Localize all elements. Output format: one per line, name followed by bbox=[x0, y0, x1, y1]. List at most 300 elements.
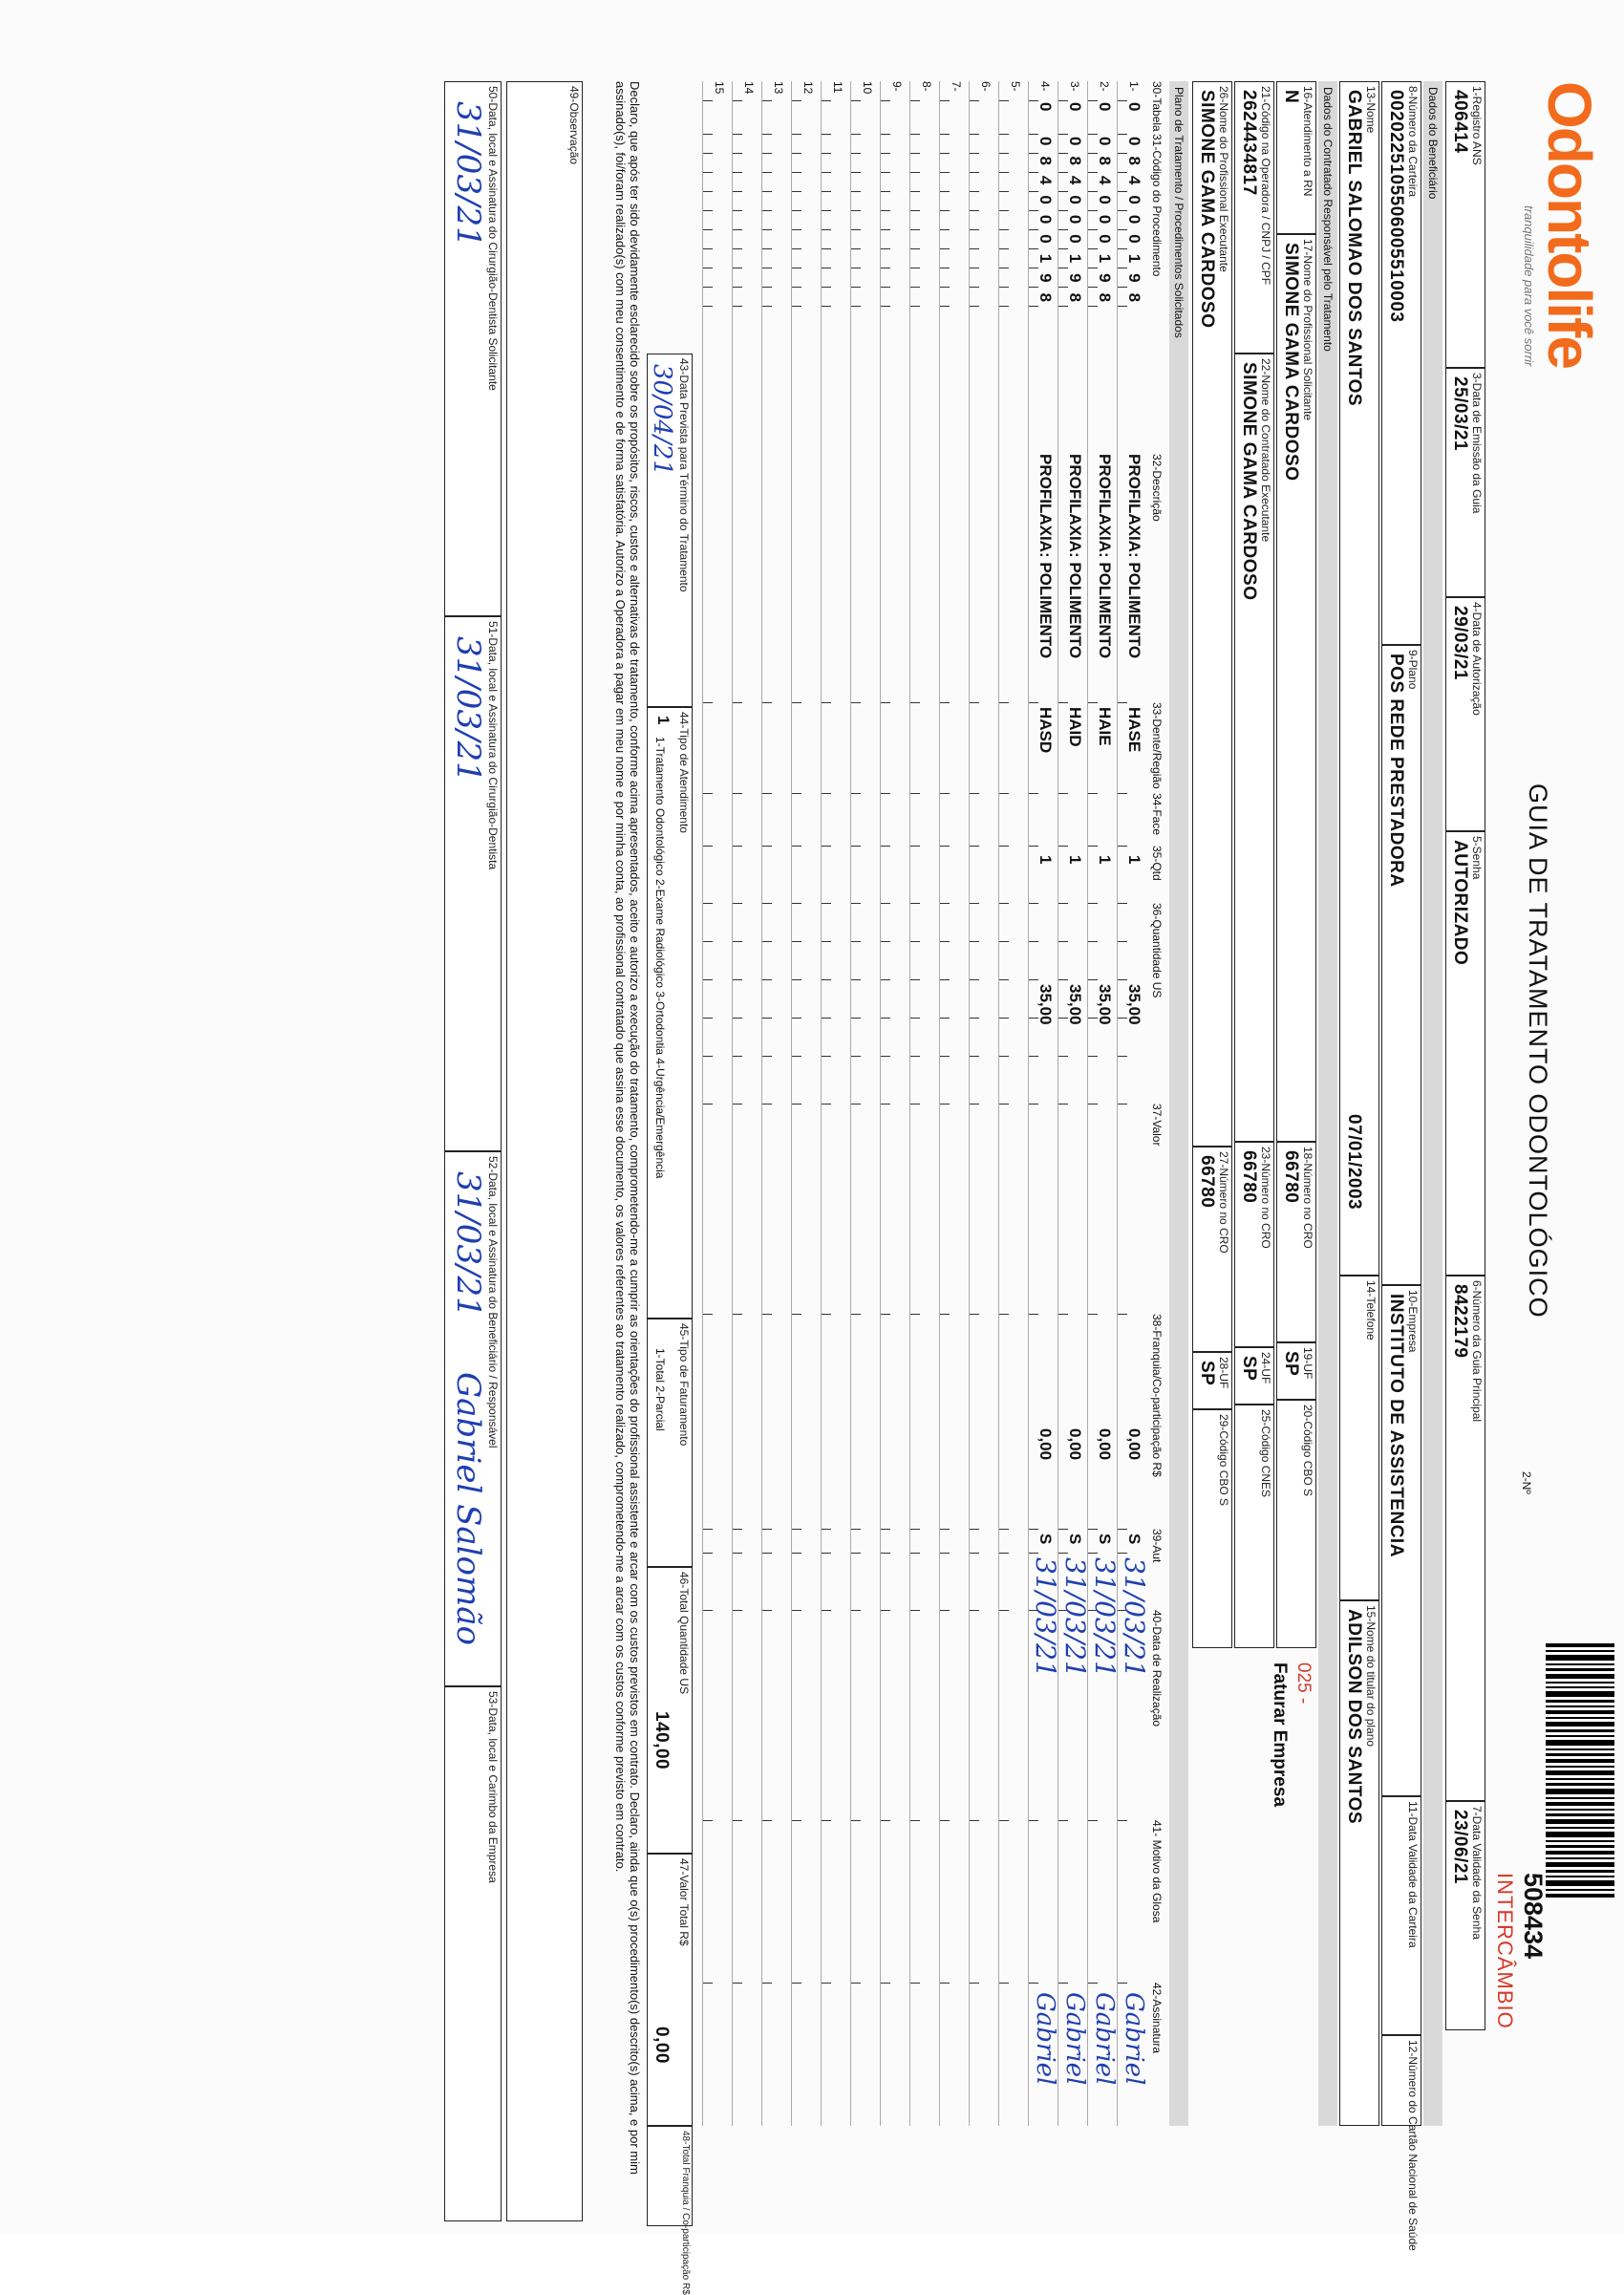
entry-box-tick bbox=[940, 1610, 950, 1611]
entry-box-tick bbox=[970, 172, 979, 173]
entry-box-tick bbox=[1029, 702, 1038, 703]
entry-box-tick bbox=[851, 1104, 861, 1105]
cell-qtd: 1 bbox=[1096, 855, 1114, 865]
entry-box-tick bbox=[970, 903, 979, 904]
entry-box-tick bbox=[999, 100, 1009, 101]
entry-box-tick bbox=[970, 702, 979, 703]
field-uf-24: 24-UF SP bbox=[1234, 1347, 1274, 1405]
barcode-bar bbox=[1546, 1717, 1614, 1719]
cell-quantidade-us: 35,00 bbox=[1066, 984, 1084, 1025]
entry-box-tick bbox=[1029, 134, 1038, 135]
entry-box-tick bbox=[940, 979, 950, 980]
entry-box-tick bbox=[733, 1056, 742, 1057]
barcode-bar bbox=[1546, 1643, 1614, 1647]
entry-box-tick bbox=[762, 153, 772, 154]
entry-box-tick bbox=[733, 702, 742, 703]
entry-box-tick bbox=[881, 1529, 890, 1530]
entry-box-tick bbox=[762, 1314, 772, 1315]
entry-box-tick bbox=[1088, 100, 1098, 101]
field-nome-titular: 15-Nome do titular do plano ADILSON DOS SANTOS bbox=[1339, 1600, 1379, 2126]
table-row bbox=[998, 81, 1028, 2126]
field-total-franquia: 48-Total Franquia / Co-participação R$ bbox=[647, 2126, 693, 2226]
entry-box-tick bbox=[999, 306, 1009, 307]
entry-box-tick bbox=[1118, 702, 1127, 703]
barcode-bar bbox=[1546, 1894, 1614, 1898]
barcode-bar bbox=[1546, 1840, 1614, 1842]
column-header: 38-Franquia/Co-participação R$ bbox=[1150, 1314, 1164, 1477]
row-number: 4- bbox=[1038, 81, 1052, 92]
barcode-bar bbox=[1546, 1691, 1614, 1697]
entry-box-tick bbox=[851, 1820, 861, 1821]
row-number: 14 bbox=[742, 81, 756, 95]
cell-aut: S bbox=[1066, 1534, 1084, 1545]
entry-box-tick bbox=[910, 100, 920, 101]
entry-box-tick bbox=[940, 1983, 950, 1984]
barcode-bar bbox=[1546, 1797, 1614, 1799]
entry-box-tick bbox=[762, 191, 772, 192]
barcode-bar bbox=[1546, 1740, 1614, 1746]
entry-box-tick bbox=[851, 172, 861, 173]
entry-box-tick bbox=[881, 248, 890, 249]
cell-tabela: 0 bbox=[1036, 102, 1055, 112]
entry-box-tick bbox=[881, 793, 890, 794]
entry-box-tick bbox=[881, 306, 890, 307]
row-number: 5- bbox=[1009, 81, 1022, 92]
entry-box-tick bbox=[940, 1104, 950, 1105]
table-row bbox=[1058, 81, 1091, 2126]
barcode-bar bbox=[1546, 1753, 1614, 1756]
entry-box-tick bbox=[970, 191, 979, 192]
entry-box-tick bbox=[822, 210, 831, 211]
entry-box-tick bbox=[733, 1529, 742, 1530]
entry-box-tick bbox=[703, 1529, 713, 1530]
entry-box-tick bbox=[703, 210, 713, 211]
entry-box-tick bbox=[703, 1983, 713, 1984]
entry-box-tick bbox=[1088, 1056, 1098, 1057]
form-title: GUIA DE TRATAMENTO ODONTOLÓGICO bbox=[1524, 783, 1552, 1319]
entry-box-tick bbox=[1088, 1820, 1098, 1821]
entry-box-tick bbox=[881, 1314, 890, 1315]
entry-box-tick bbox=[881, 1018, 890, 1019]
table-row bbox=[791, 81, 821, 2126]
entry-box-tick bbox=[881, 846, 890, 847]
entry-box-tick bbox=[881, 287, 890, 288]
entry-box-tick bbox=[1088, 1983, 1098, 1984]
barcode-bar bbox=[1546, 1778, 1614, 1780]
entry-box-tick bbox=[792, 903, 801, 904]
cell-codigo: 084000198 bbox=[1066, 137, 1084, 313]
entry-box-tick bbox=[1118, 979, 1127, 980]
entry-box-tick bbox=[1088, 979, 1098, 980]
entry-box-tick bbox=[851, 846, 861, 847]
cell-aut: S bbox=[1036, 1534, 1055, 1545]
entry-box-tick bbox=[881, 1056, 890, 1057]
column-header: 30-Tabela bbox=[1150, 81, 1164, 132]
entry-box-tick bbox=[970, 1018, 979, 1019]
entry-box-tick bbox=[881, 210, 890, 211]
entry-box-tick bbox=[762, 248, 772, 249]
entry-box-tick bbox=[881, 134, 890, 135]
entry-box-tick bbox=[733, 1553, 742, 1554]
row-number: 10 bbox=[861, 81, 874, 95]
entry-box-tick bbox=[881, 702, 890, 703]
entry-box-tick bbox=[762, 1529, 772, 1530]
field-senha: 5-Senha AUTORIZADO bbox=[1445, 831, 1485, 1276]
entry-box-tick bbox=[822, 100, 831, 101]
entry-box-tick bbox=[733, 100, 742, 101]
entry-box-tick bbox=[910, 153, 920, 154]
table-row bbox=[880, 81, 909, 2126]
field-cartao-nacional: 12-Número do Cartão Nacional de Saúde bbox=[1381, 2035, 1421, 2126]
entry-box-tick bbox=[1118, 134, 1127, 135]
entry-box-tick bbox=[940, 1314, 950, 1315]
barcode-bar bbox=[1546, 1889, 1614, 1891]
entry-box-tick bbox=[1029, 1104, 1038, 1105]
entry-box-tick bbox=[703, 903, 713, 904]
table-row bbox=[969, 81, 998, 2126]
field-data-autorizacao: 4-Data de Autorização 29/03/21 bbox=[1445, 597, 1485, 831]
column-header: 42-Assinatura bbox=[1150, 1983, 1164, 2054]
entry-box-tick bbox=[792, 191, 801, 192]
entry-box-tick bbox=[703, 1820, 713, 1821]
entry-box-tick bbox=[703, 100, 713, 101]
entry-box-tick bbox=[851, 210, 861, 211]
entry-box-tick bbox=[792, 941, 801, 942]
entry-box-tick bbox=[1088, 702, 1098, 703]
entry-box-tick bbox=[910, 210, 920, 211]
entry-box-tick bbox=[999, 1553, 1009, 1554]
entry-box-tick bbox=[822, 1018, 831, 1019]
entry-box-tick bbox=[910, 248, 920, 249]
section-beneficiario: Dados do Beneficiário bbox=[1423, 81, 1442, 2126]
cell-assinatura: Gabriel bbox=[1090, 1992, 1119, 2086]
barcode-bar bbox=[1546, 1735, 1614, 1737]
row-number: 9- bbox=[890, 81, 904, 92]
entry-box-tick bbox=[733, 979, 742, 980]
entry-box-tick bbox=[851, 1056, 861, 1057]
entry-box-tick bbox=[851, 100, 861, 101]
entry-box-tick bbox=[733, 210, 742, 211]
entry-box-tick bbox=[792, 1529, 801, 1530]
barcode-bar bbox=[1546, 1748, 1614, 1750]
entry-box-tick bbox=[910, 1056, 920, 1057]
barcode-bar bbox=[1546, 1759, 1614, 1763]
row-number: 8- bbox=[920, 81, 933, 92]
table-row bbox=[909, 81, 939, 2126]
cell-codigo: 084000198 bbox=[1036, 137, 1055, 313]
entry-box-tick bbox=[1088, 134, 1098, 135]
entry-box-tick bbox=[851, 1610, 861, 1611]
entry-box-tick bbox=[1029, 1553, 1038, 1554]
entry-box-tick bbox=[970, 100, 979, 101]
entry-box-tick bbox=[822, 1553, 831, 1554]
field-nome: 13-Nome GABRIEL SALOMAO DOS SANTOS 07/01/2003 bbox=[1339, 81, 1379, 1276]
cell-tabela: 0 bbox=[1096, 102, 1114, 112]
barcode-bar bbox=[1546, 1674, 1614, 1679]
entry-box-tick bbox=[940, 191, 950, 192]
barcode-bar bbox=[1546, 1682, 1614, 1684]
table-row bbox=[702, 81, 732, 2126]
entry-box-tick bbox=[703, 134, 713, 135]
field-valor-total: 47-Valor Total R$ 0,00 bbox=[647, 1854, 693, 2126]
entry-box-tick bbox=[703, 941, 713, 942]
cell-descricao: PROFILAXIA: POLIMENTO bbox=[1066, 454, 1084, 659]
entry-box-tick bbox=[851, 153, 861, 154]
entry-box-tick bbox=[822, 1104, 831, 1105]
field-tipo-faturamento: 45-Tipo de Faturamento 1-Total 2-Parcial bbox=[647, 1319, 693, 1567]
entry-box-tick bbox=[940, 210, 950, 211]
entry-box-tick bbox=[851, 248, 861, 249]
entry-box-tick bbox=[881, 1553, 890, 1554]
entry-box-tick bbox=[792, 248, 801, 249]
entry-box-tick bbox=[733, 287, 742, 288]
entry-box-tick bbox=[940, 1056, 950, 1057]
barcode-bar bbox=[1546, 1700, 1614, 1703]
entry-box-tick bbox=[703, 1610, 713, 1611]
cell-quantidade-us: 35,00 bbox=[1036, 984, 1055, 1025]
entry-box-tick bbox=[733, 191, 742, 192]
field-tipo-atendimento: 44-Tipo de Atendimento 1 1-Tratamento Odontológico 2-Exame Radiológico 3-Ortodontia 4-Urgência/Emergência bbox=[647, 707, 693, 1319]
cell-qtd: 1 bbox=[1036, 855, 1055, 865]
field-codigo-operadora: 21-Código na Operadora / CNPJ / CPF 2624434817 bbox=[1234, 81, 1274, 354]
cell-dente-regiao: HASE bbox=[1125, 707, 1143, 753]
entry-box-tick bbox=[999, 793, 1009, 794]
field-cro-27: 27-Número no CRO 66780 bbox=[1192, 1147, 1232, 1352]
field-registro-ans: 1-Registro ANS 406414 bbox=[1445, 81, 1485, 368]
entry-box-tick bbox=[733, 846, 742, 847]
entry-box-tick bbox=[1058, 1553, 1068, 1554]
entry-box-tick bbox=[999, 153, 1009, 154]
entry-box-tick bbox=[910, 1553, 920, 1554]
column-header: 32-Descrição bbox=[1150, 454, 1164, 522]
entry-box-tick bbox=[910, 846, 920, 847]
cell-franquia: 0,00 bbox=[1096, 1428, 1114, 1461]
entry-box-tick bbox=[940, 248, 950, 249]
entry-box-tick bbox=[1058, 1314, 1068, 1315]
entry-box-tick bbox=[792, 979, 801, 980]
entry-box-tick bbox=[792, 210, 801, 211]
entry-box-tick bbox=[970, 153, 979, 154]
entry-box-tick bbox=[970, 1314, 979, 1315]
entry-box-tick bbox=[1118, 941, 1127, 942]
entry-box-tick bbox=[1118, 1983, 1127, 1984]
entry-box-tick bbox=[1118, 1529, 1127, 1530]
entry-box-tick bbox=[910, 941, 920, 942]
entry-box-tick bbox=[762, 702, 772, 703]
entry-box-tick bbox=[762, 287, 772, 288]
barcode-bar bbox=[1546, 1729, 1614, 1732]
cell-assinatura: Gabriel bbox=[1060, 1992, 1089, 2086]
entry-box-tick bbox=[762, 903, 772, 904]
entry-box-tick bbox=[1029, 100, 1038, 101]
entry-box-tick bbox=[762, 229, 772, 230]
entry-box-tick bbox=[970, 1610, 979, 1611]
field-cnes-25: 25-Código CNES bbox=[1234, 1405, 1274, 1648]
entry-box-tick bbox=[910, 793, 920, 794]
column-header: 34-Face bbox=[1150, 793, 1164, 836]
cell-tabela: 0 bbox=[1066, 102, 1084, 112]
cell-data-realizacao: 31/03/21 bbox=[1089, 1557, 1121, 1678]
entry-box-tick bbox=[762, 210, 772, 211]
entry-box-tick bbox=[703, 1104, 713, 1105]
entry-box-tick bbox=[970, 306, 979, 307]
entry-box-tick bbox=[733, 1104, 742, 1105]
field-validade-senha: 7-Data Validade da Senha 23/06/21 bbox=[1445, 1801, 1485, 2030]
entry-box-tick bbox=[851, 1314, 861, 1315]
entry-box-tick bbox=[940, 100, 950, 101]
entry-box-tick bbox=[1029, 1056, 1038, 1057]
entry-box-tick bbox=[1118, 100, 1127, 101]
entry-box-tick bbox=[940, 306, 950, 307]
entry-box-tick bbox=[1118, 793, 1127, 794]
entry-box-tick bbox=[999, 1056, 1009, 1057]
entry-box-tick bbox=[733, 903, 742, 904]
barcode-bar bbox=[1546, 1832, 1614, 1837]
entry-box-tick bbox=[999, 1314, 1009, 1315]
barcode-bar bbox=[1546, 1783, 1614, 1786]
entry-box-tick bbox=[822, 903, 831, 904]
entry-box-tick bbox=[970, 793, 979, 794]
entry-box-tick bbox=[822, 134, 831, 135]
barcode-bar bbox=[1546, 1722, 1614, 1727]
entry-box-tick bbox=[1088, 1529, 1098, 1530]
barcode-bar bbox=[1546, 1809, 1614, 1811]
entry-box-tick bbox=[762, 1983, 772, 1984]
entry-box-tick bbox=[881, 191, 890, 192]
entry-box-tick bbox=[910, 1529, 920, 1530]
cell-assinatura: Gabriel bbox=[1120, 1992, 1148, 2086]
column-header: 41- Motivo da Glosa bbox=[1150, 1820, 1164, 1923]
entry-box-tick bbox=[792, 1314, 801, 1315]
entry-box-tick bbox=[910, 172, 920, 173]
entry-box-tick bbox=[822, 229, 831, 230]
entry-box-tick bbox=[1058, 1820, 1068, 1821]
entry-box-tick bbox=[881, 903, 890, 904]
barcode-bar bbox=[1546, 1862, 1614, 1867]
entry-box-tick bbox=[1029, 979, 1038, 980]
entry-box-tick bbox=[822, 287, 831, 288]
entry-box-tick bbox=[792, 172, 801, 173]
section-plano-tratamento: Plano de Tratamento / Procedimentos Solicitados bbox=[1169, 81, 1188, 2126]
entry-box-tick bbox=[970, 210, 979, 211]
entry-box-tick bbox=[762, 1820, 772, 1821]
field-cro-23: 23-Número no CRO 66780 bbox=[1234, 1142, 1274, 1347]
entry-box-tick bbox=[1058, 1529, 1068, 1530]
column-header: 36-Quantidade US bbox=[1150, 903, 1164, 998]
entry-box-tick bbox=[733, 153, 742, 154]
entry-box-tick bbox=[762, 100, 772, 101]
field-atendimento-rn: 16-Atendimento a RN N bbox=[1276, 81, 1316, 234]
table-row bbox=[1087, 81, 1121, 2126]
procedures-table-header bbox=[1146, 81, 1167, 2126]
entry-box-tick bbox=[910, 1018, 920, 1019]
entry-box-tick bbox=[851, 134, 861, 135]
entry-box-tick bbox=[881, 1610, 890, 1611]
barcode bbox=[1546, 1643, 1614, 2026]
entry-box-tick bbox=[822, 1610, 831, 1611]
cell-data-realizacao: 31/03/21 bbox=[1030, 1557, 1061, 1678]
column-header: 31-Código do Procedimento bbox=[1150, 134, 1164, 277]
table-row bbox=[850, 81, 880, 2126]
entry-box-tick bbox=[881, 1983, 890, 1984]
logo-tagline: tranquilidade para você sorrir bbox=[1522, 205, 1536, 367]
faturar-empresa: Faturar Empresa bbox=[1270, 1662, 1290, 1808]
entry-box-tick bbox=[851, 287, 861, 288]
cell-dente-regiao: HAIE bbox=[1096, 707, 1114, 746]
entry-box-tick bbox=[792, 702, 801, 703]
entry-box-tick bbox=[910, 306, 920, 307]
entry-box-tick bbox=[940, 1820, 950, 1821]
entry-box-tick bbox=[1088, 941, 1098, 942]
entry-box-tick bbox=[910, 979, 920, 980]
column-header: 35-Qtd bbox=[1150, 846, 1164, 881]
odontolife-logo: Odontolife bbox=[1535, 81, 1604, 368]
entry-box-tick bbox=[1058, 903, 1068, 904]
row-number: 11 bbox=[831, 81, 844, 94]
entry-box-tick bbox=[1118, 846, 1127, 847]
entry-box-tick bbox=[940, 1018, 950, 1019]
entry-box-tick bbox=[792, 153, 801, 154]
entry-box-tick bbox=[1118, 903, 1127, 904]
entry-box-tick bbox=[970, 1104, 979, 1105]
entry-box-tick bbox=[762, 306, 772, 307]
row-number: 3- bbox=[1068, 81, 1081, 92]
cell-franquia: 0,00 bbox=[1125, 1428, 1143, 1461]
barcode-bar bbox=[1546, 1770, 1614, 1775]
entry-box-tick bbox=[851, 941, 861, 942]
entry-box-tick bbox=[762, 1056, 772, 1057]
cell-assinatura: Gabriel bbox=[1031, 1992, 1059, 2086]
cell-quantidade-us: 35,00 bbox=[1096, 984, 1114, 1025]
entry-box-tick bbox=[733, 172, 742, 173]
entry-box-tick bbox=[999, 846, 1009, 847]
entry-box-tick bbox=[999, 134, 1009, 135]
entry-box-tick bbox=[999, 1104, 1009, 1105]
entry-box-tick bbox=[733, 941, 742, 942]
entry-box-tick bbox=[792, 229, 801, 230]
entry-box-tick bbox=[940, 229, 950, 230]
entry-box-tick bbox=[703, 702, 713, 703]
entry-box-tick bbox=[940, 287, 950, 288]
entry-box-tick bbox=[910, 702, 920, 703]
barcode-bar bbox=[1546, 1819, 1614, 1824]
entry-box-tick bbox=[1118, 1553, 1127, 1554]
entry-box-tick bbox=[1058, 1104, 1068, 1105]
entry-box-tick bbox=[999, 941, 1009, 942]
entry-box-tick bbox=[733, 306, 742, 307]
entry-box-tick bbox=[1058, 941, 1068, 942]
signature-50: 50-Data, local e Assinatura do Cirurgião-Dentista Solicitante 31/03/21 bbox=[444, 81, 502, 616]
entry-box-tick bbox=[970, 287, 979, 288]
cell-qtd: 1 bbox=[1066, 855, 1084, 865]
row-number: 2- bbox=[1098, 81, 1111, 92]
declaration-text: Declaro, que após ter sido devidamente esclarecido sobre os propósitos, riscos, custos e alternativas de tratamento, conforme acima apresentados, aceito e autorizo a execução do tratamento, comprometendo-me a cumprir as orientações do profissional assistente e arcar com os custos previstos em contrato. Declaro, ainda que o(s) procedimento(s) descrito(s) acima, e por mim assinado(s), foi/foram realizado(s) com meu consentimento e de forma satisfatória. Autorizo a Operadora a pagar em meu nome e por minha conta, ao profissional contratado que assina esse documento, os valores referentes ao tratamento realizado, comprometendo-me a arcar com os custos conforme previsto em contrato. bbox=[613, 81, 642, 2175]
entry-box-tick bbox=[970, 1820, 979, 1821]
column-header: 40-Data de Realização bbox=[1150, 1610, 1164, 1727]
entry-box-tick bbox=[1058, 979, 1068, 980]
field-cro-18: 18-Número no CRO 66780 bbox=[1276, 1142, 1316, 1342]
barcode-bar bbox=[1546, 1663, 1614, 1665]
entry-box-tick bbox=[822, 1820, 831, 1821]
entry-box-tick bbox=[762, 979, 772, 980]
entry-box-tick bbox=[762, 1553, 772, 1554]
entry-box-tick bbox=[792, 287, 801, 288]
entry-box-tick bbox=[733, 1610, 742, 1611]
cell-aut: S bbox=[1125, 1534, 1143, 1545]
entry-box-tick bbox=[822, 153, 831, 154]
entry-box-tick bbox=[792, 1610, 801, 1611]
entry-box-tick bbox=[851, 1529, 861, 1530]
